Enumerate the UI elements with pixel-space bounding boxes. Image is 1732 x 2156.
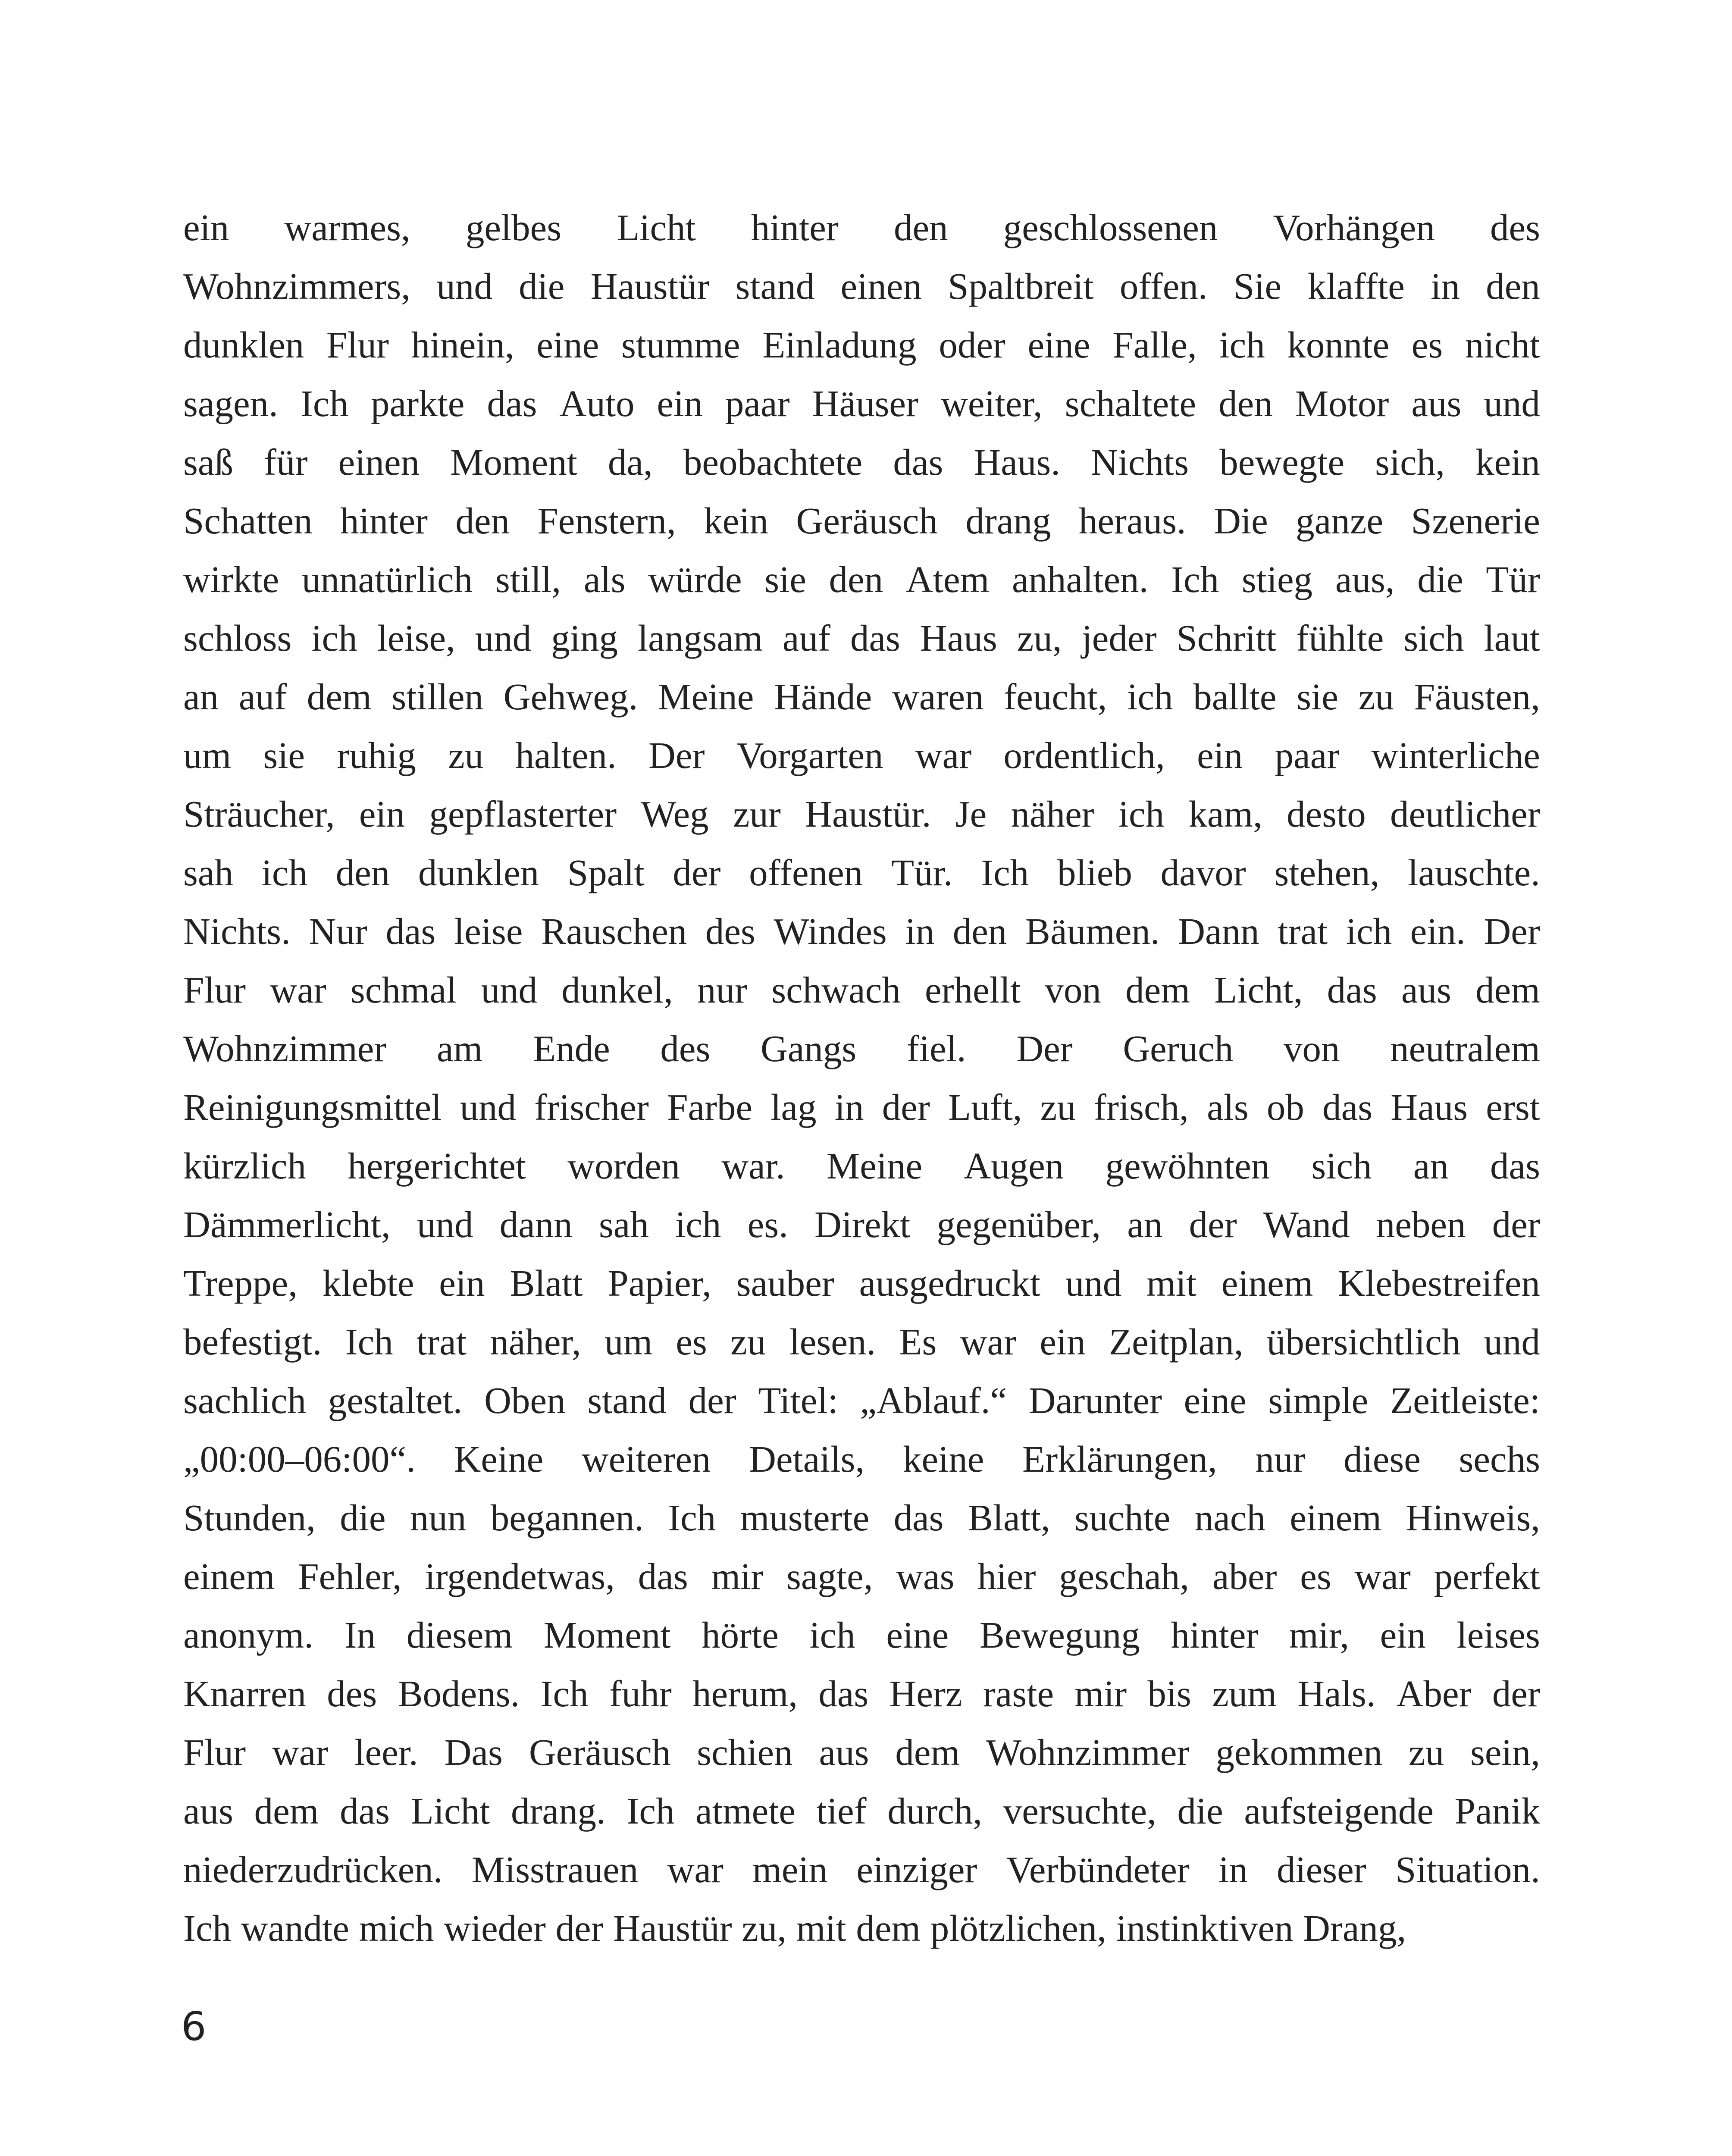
text-line: Treppe, klebte ein Blatt Papier, sauber ausgedruckt und mit einem Klebestreifen: [183, 1262, 1540, 1304]
text-line: Sträucher, ein gepflasterter Weg zur Haustür. Je näher ich kam, desto deutlicher: [183, 793, 1540, 835]
text-line: „00:00–06:00“. Keine weiteren Details, keine Erklärungen, nur diese sechs: [183, 1438, 1540, 1480]
text-line: kürzlich hergerichtet worden war. Meine Augen gewöhnten sich an das: [183, 1145, 1540, 1187]
text-line: dunklen Flur hinein, eine stumme Einladung oder eine Falle, ich konnte es nicht: [183, 324, 1540, 366]
text-line: anonym. In diesem Moment hörte ich eine Bewegung hinter mir, ein leises: [183, 1614, 1540, 1656]
text-line: um sie ruhig zu halten. Der Vorgarten war ordentlich, ein paar winterliche: [183, 734, 1540, 776]
text-line: Flur war leer. Das Geräusch schien aus dem Wohnzimmer gekommen zu sein,: [183, 1731, 1540, 1773]
text-line: sachlich gestaltet. Oben stand der Titel: „Ablauf.“ Darunter eine simple Zeitleiste:: [183, 1379, 1540, 1421]
text-line: an auf dem stillen Gehweg. Meine Hände waren feucht, ich ballte sie zu Fäusten,: [183, 676, 1540, 718]
text-line: Dämmerlicht, und dann sah ich es. Direkt gegenüber, an der Wand neben der: [183, 1203, 1540, 1245]
text-line: Schatten hinter den Fenstern, kein Geräusch drang heraus. Die ganze Szenerie: [183, 500, 1540, 542]
text-line: Wohnzimmers, und die Haustür stand einen Spaltbreit offen. Sie klaffte in den: [183, 265, 1540, 307]
text-line: schloss ich leise, und ging langsam auf das Haus zu, jeder Schritt fühlte sich laut: [183, 617, 1540, 659]
text-line: befestigt. Ich trat näher, um es zu lesen. Es war ein Zeitplan, übersichtlich und: [183, 1321, 1540, 1363]
text-line: Stunden, die nun begannen. Ich musterte das Blatt, suchte nach einem Hinweis,: [183, 1497, 1540, 1539]
page-number: 6: [181, 2003, 207, 2049]
text-line: einem Fehler, irgendetwas, das mir sagte, was hier geschah, aber es war perfekt: [183, 1555, 1540, 1597]
text-line: saß für einen Moment da, beobachtete das Haus. Nichts bewegte sich, kein: [183, 441, 1540, 483]
text-line: Nichts. Nur das leise Rauschen des Windes in den Bäumen. Dann trat ich ein. Der: [183, 910, 1540, 952]
text-line: sagen. Ich parkte das Auto ein paar Häuser weiter, schaltete den Motor aus und: [183, 382, 1540, 424]
text-line: Reinigungsmittel und frischer Farbe lag in der Luft, zu frisch, als ob das Haus erst: [183, 1086, 1540, 1128]
text-line: aus dem das Licht drang. Ich atmete tief durch, versuchte, die aufsteigende Panik: [183, 1790, 1540, 1832]
text-line: ein warmes, gelbes Licht hinter den geschlossenen Vorhängen des: [183, 207, 1540, 248]
text-line: Wohnzimmer am Ende des Gangs fiel. Der Geruch von neutralem: [183, 1028, 1540, 1069]
text-line: Ich wandte mich wieder der Haustür zu, mit dem plötzlichen, instinktiven Drang,: [183, 1907, 1406, 1949]
text-line: Knarren des Bodens. Ich fuhr herum, das Herz raste mir bis zum Hals. Aber der: [183, 1673, 1540, 1714]
text-line: Flur war schmal und dunkel, nur schwach erhellt von dem Licht, das aus dem: [183, 969, 1540, 1011]
text-line: wirkte unnatürlich still, als würde sie den Atem anhalten. Ich stieg aus, die Tür: [183, 558, 1540, 600]
body-text: [183, 198, 1540, 1958]
text-line: sah ich den dunklen Spalt der offenen Tür. Ich blieb davor stehen, lauschte.: [183, 852, 1540, 893]
text-line: niederzudrücken. Misstrauen war mein einziger Verbündeter in dieser Situation.: [183, 1849, 1540, 1890]
